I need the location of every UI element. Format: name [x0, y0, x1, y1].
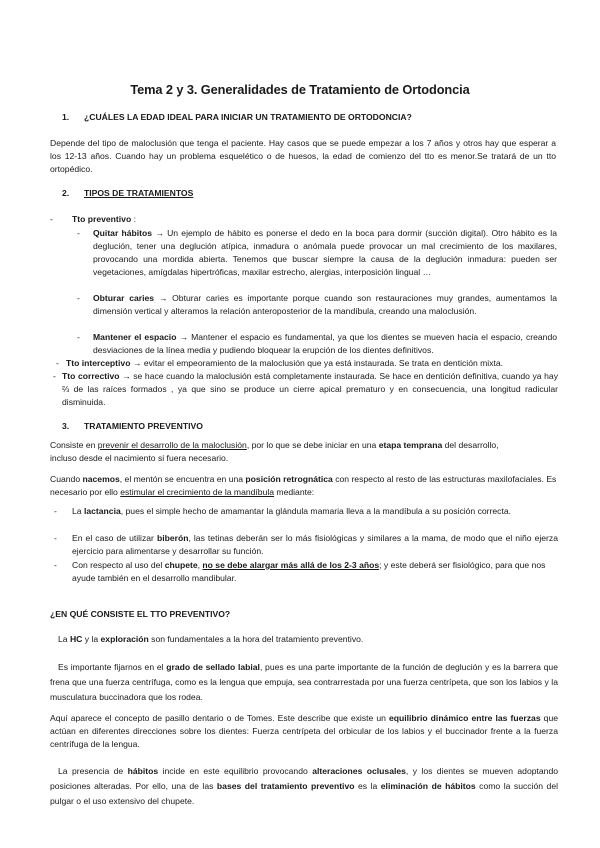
tto-correctivo-label: Tto correctivo [62, 371, 120, 381]
text-run: , por lo que se debe iniciar en una [246, 440, 379, 450]
text-run-bold: etapa temprana [378, 440, 443, 450]
text-run-underlined: prevenir el desarrollo de la maloclusión [97, 440, 247, 450]
tto-correctivo-item [62, 370, 558, 409]
text-run-bold: bases del tratamiento preventivo [216, 781, 355, 791]
list-dash: - [77, 293, 80, 303]
section-4-paragraph-3 [50, 712, 558, 751]
section-2-title: TIPOS DE TRATAMIENTOS [84, 188, 194, 198]
quitar-habitos-label: Quitar hábitos [93, 228, 153, 238]
list-dash: - [54, 533, 57, 543]
text-run-bold: hábitos [127, 766, 159, 776]
tto-interceptivo-label: Tto interceptivo [66, 358, 131, 368]
text-run: Con respecto al uso del [72, 560, 165, 570]
tto-interceptivo-text: → evitar el empeoramiento de la maloclusión que ya está instaurada. Se trata en dentición mixta. [130, 358, 504, 368]
text-run: Consiste en [50, 440, 98, 450]
section-1-title: ¿CUÁLES LA EDAD IDEAL PARA INICIAR UN TRATAMIENTO DE ORTODONCIA? [84, 112, 412, 122]
text-run: , y los dientes se mueven adoptando posiciones alteradas. Por ello, una de las [50, 766, 559, 791]
text-run: , el mentón se encuentra en una [119, 474, 246, 484]
list-dash: - [50, 214, 53, 224]
text-run: mediante: [274, 487, 315, 497]
section-1-paragraph: Depende del tipo de maloclusión que tenga el paciente. Hay casos que se puede empezar a los 7 años y otros hay que esperar a los 12-13 años. Cuando hay un problema esquelético o de huesos, la edad de comienzo del tto es menor.Se tratará de un tto ortopédico. [50, 138, 556, 174]
text-run-bold: posición retrognática [245, 474, 333, 484]
text-run: Aquí aparece el concepto de pasillo dentario o de Tomes. Este describe que existe un [50, 713, 389, 723]
text-run-bold: alteraciones oclusales [312, 766, 406, 776]
lactancia-item [72, 505, 558, 518]
section-3-paragraph-1 [50, 439, 520, 465]
text-run: , [197, 560, 203, 570]
text-run: La [58, 634, 70, 644]
text-run: La [72, 506, 84, 516]
tto-preventivo-label: Tto preventivo [72, 214, 132, 224]
chupete-item [72, 559, 558, 585]
mantener-espacio-text: → Mantener el espacio es fundamental, ya que los dientes se mueven hacia el espacio, creando desviaciones de la línea media y pudiendo bloquear la erupción de los dientes definitivos. [93, 332, 558, 355]
text-run: incide en este equilibrio provocando [158, 766, 313, 776]
text-run-bold-underlined: no se debe alargar más allá de los 2-3 años [202, 560, 380, 570]
text-run: como la succión del pulgar o el uso extensivo del chupete. [50, 781, 559, 806]
text-run-bold: grado de sellado labial [166, 662, 260, 672]
text-run: , pues es una parte importante de la función de deglución y es la barrera que frena que una fuerza centrífuga, como es la lengua que empuja, sea contrarrestada por una fuerza centrípeta, que son los labios y la musculatura buccinadora que los rodea. [50, 662, 558, 702]
text-run: y la [82, 634, 101, 644]
text-run: Cuando [50, 474, 83, 484]
section-2-number: 2. [62, 188, 70, 198]
quitar-habitos-item [93, 227, 557, 279]
section-4-paragraph-2 [50, 660, 558, 705]
biberon-item [72, 532, 558, 558]
section-3-paragraph-2 [50, 473, 558, 499]
list-dash: - [53, 371, 56, 381]
text-run-bold: lactancia [83, 506, 121, 516]
tto-preventivo-colon: : [131, 214, 136, 224]
tto-interceptivo-item [66, 357, 558, 370]
text-run: , las tetinas deberán ser lo más fisiológicas y similares a la mama, de modo que el niño ejerza ejercicio para alimentarse y desarrollar su función. [72, 533, 558, 556]
text-run-bold: exploración [100, 634, 149, 644]
text-run: del desarrollo, incluso desde el nacimiento si fuera necesario. [50, 440, 499, 463]
text-run: En el caso de utilizar [72, 533, 157, 543]
text-run: ; y este deberá ser fisiológico, para que nos ayude también en el desarrollo mandibular. [72, 560, 546, 583]
section-1-number: 1. [62, 112, 70, 122]
tto-preventivo-item [72, 213, 372, 226]
text-run-underlined: estimular el crecimiento de la mandíbula [120, 487, 275, 497]
section-4-paragraph-4 [50, 764, 558, 809]
text-run: son fundamentales a la hora del tratamiento preventivo. [148, 634, 364, 644]
list-dash: - [54, 506, 57, 516]
text-run: es la [354, 781, 381, 791]
list-dash: - [77, 228, 80, 238]
list-dash: - [56, 358, 59, 368]
text-run: que actúan en diferentes direcciones sobre los dientes: Fuerza centrípeta del orbicular de los labios y el buccinador frente a la fuerza centrífuga de la lengua. [50, 713, 558, 749]
mantener-espacio-label: Mantener el espacio [93, 332, 177, 342]
section-3-number: 3. [62, 421, 70, 431]
text-run-bold: nacemos [82, 474, 120, 484]
section-3-heading [62, 420, 462, 433]
list-dash: - [77, 332, 80, 342]
text-run: Es importante fijarnos en el [58, 662, 167, 672]
text-run: La presencia de [58, 766, 128, 776]
tto-correctivo-text: → se hace cuando la maloclusión está completamente instaurada. Se hace en dentición definitiva, cuando ya hay ⅔ de las raíces formados , ya que sino se produce un cierre apical prematuro y en consecuencia, una longitud radicular disminuida. [62, 371, 558, 407]
section-3-title: TRATAMIENTO PREVENTIVO [84, 421, 203, 431]
obturar-caries-label: Obturar caries [93, 293, 155, 303]
text-run-bold: eliminación de hábitos [380, 781, 476, 791]
page-title: Tema 2 y 3. Generalidades de Tratamiento de Ortodoncia [130, 82, 470, 97]
text-run-bold: biberón [156, 533, 189, 543]
section-4-heading: ¿EN QUÉ CONSISTE EL TTO PREVENTIVO? [50, 609, 231, 619]
section-4-paragraph-1 [58, 633, 558, 646]
section-2-heading [62, 187, 462, 200]
text-run: , pues el simple hecho de amamantar la glándula mamaria lleva a la mandíbula a su posición correcta. [120, 506, 512, 516]
text-run-bold: equilibrio dinámico entre las fuerzas [388, 713, 541, 723]
obturar-caries-item [93, 292, 557, 318]
text-run-bold: HC [69, 634, 83, 644]
text-run: con respecto al resto de las estructuras maxilofaciales. Es necesario por ello [50, 474, 557, 497]
section-1-heading [62, 111, 542, 124]
quitar-habitos-text: → Un ejemplo de hábito es ponerse el dedo en la boca para dormir (succión digital). Otro hábito es la deglución, tener una deglución atípica, inmadura o anómala puede provocar un mal crecimiento de los maxilares, provocando una mordida abierta. Tenemos que buscar siempre la causa de la deglución inmadura: pueden ser vegetaciones, amígdalas hipertróficas, maxilar estrecho, alergias, interposición lingual … [93, 228, 557, 277]
list-dash: - [54, 560, 57, 570]
obturar-caries-text: → Obturar caries es importante porque cuando son restauraciones muy grandes, aumentamos la dimensión vertical y alteramos la relación anteroposterior de la mandíbula, creando una maloclusión. [93, 293, 557, 316]
text-run-bold: chupete [164, 560, 198, 570]
mantener-espacio-item [93, 331, 557, 357]
